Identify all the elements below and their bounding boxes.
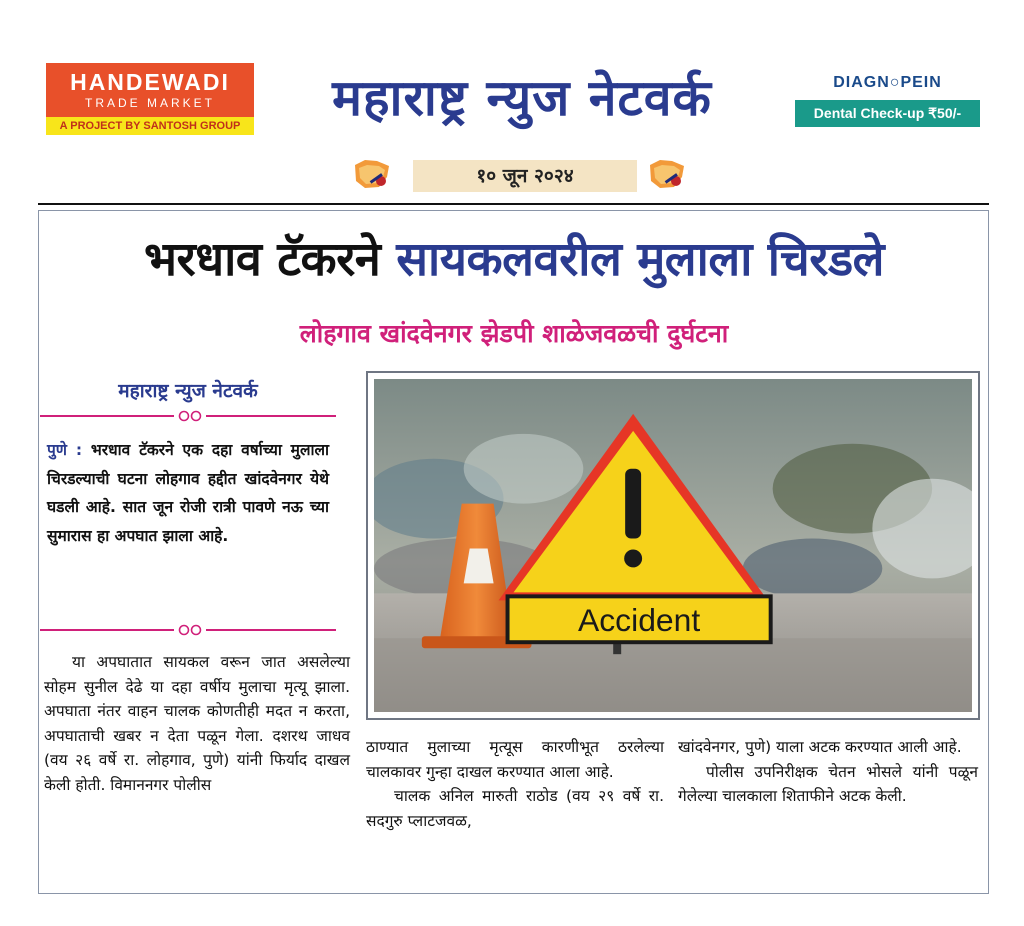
ornament-knot-icon xyxy=(174,409,206,423)
ad-left-line1: HANDEWADI xyxy=(70,69,230,95)
col2-paragraph-1: ठाण्यात मुलाच्या मृत्यूस कारणीभूत ठरलेल्या चालकावर गुन्हा दाखल करण्यात आला आहे. xyxy=(366,738,664,781)
masthead-title: महाराष्ट्र न्युज नेटवर्क xyxy=(332,69,712,127)
handewadi-ad[interactable] xyxy=(46,63,254,135)
lead-text: भरधाव टॅकरने एक दहा वर्षाच्या मुलाला चिरडल्याची घटना लोहगाव हद्दीत खांदवेनगर येथे घडली आहे. सात जून रोजी रात्री पावणे नऊ च्या सुमारास हा अपघात झाला आहे. xyxy=(47,441,329,545)
body-column-1: या अपघातात सायकल वरून जात असलेल्या सोहम सुनील देढे या दहा वर्षीय मुलाचा मृत्यू झाला. अपघाता नंतर वाहन चालक कोणतीही मदत न करता, अपघाताची खबर न देता पळून गेला. दशरथ जाधव (वय २६ वर्षे रा. लोहगाव, पुणे) यांनी फिर्याद दाखल केली होती. विमाननगर पोलीस xyxy=(44,653,350,794)
maharashtra-map-logo-icon xyxy=(351,157,393,191)
diagnopein-ad[interactable] xyxy=(795,72,980,127)
headline-part1: भरधाव टॅकरने xyxy=(143,232,381,287)
ornament-divider xyxy=(40,623,336,637)
body-column-3 xyxy=(678,735,978,809)
accident-sign-illustration xyxy=(374,379,972,712)
byline: महाराष्ट्र न्युज नेटवर्क xyxy=(118,380,258,402)
col2-paragraph-2: चालक अनिल मारुती राठोड (वय २९ वर्षे रा. सदगुरु प्लाटजवळ, xyxy=(366,787,664,830)
ad-right-brand: DIAGN○PEIN xyxy=(833,74,942,91)
accident-sign-text: Accident xyxy=(577,602,701,639)
col3-paragraph-1: खांदवेनगर, पुणे) याला अटक करण्यात आली आहे. xyxy=(678,738,962,756)
lead-paragraph xyxy=(47,436,329,550)
ad-right-offer: Dental Check-up ₹50/- xyxy=(795,100,980,127)
article-subheadline: लोहगाव खांदवेनगर झेडपी शाळेजवळची दुर्घटना xyxy=(299,319,729,348)
dateline-place: पुणे : xyxy=(47,441,83,459)
article-headline xyxy=(44,220,984,300)
col3-paragraph-2: पोलीस उपनिरीक्षक चेतन भोसले यांनी पळून गेलेल्या चालकाला शिताफीने अटक केली. xyxy=(678,762,978,806)
ad-left-line3: A PROJECT BY SANTOSH GROUP xyxy=(46,117,254,135)
ornament-divider xyxy=(40,409,336,423)
headline-part2: सायकलवरील मुलाला चिरडले xyxy=(396,232,885,287)
ornament-knot-icon xyxy=(174,623,206,637)
body-column-2 xyxy=(366,735,664,833)
accident-photo xyxy=(366,371,980,720)
issue-date: १० जून २०२४ xyxy=(413,160,637,192)
header-rule xyxy=(38,203,989,205)
maharashtra-map-logo-icon xyxy=(646,157,688,191)
ad-left-line2: TRADE MARKET xyxy=(84,96,215,110)
